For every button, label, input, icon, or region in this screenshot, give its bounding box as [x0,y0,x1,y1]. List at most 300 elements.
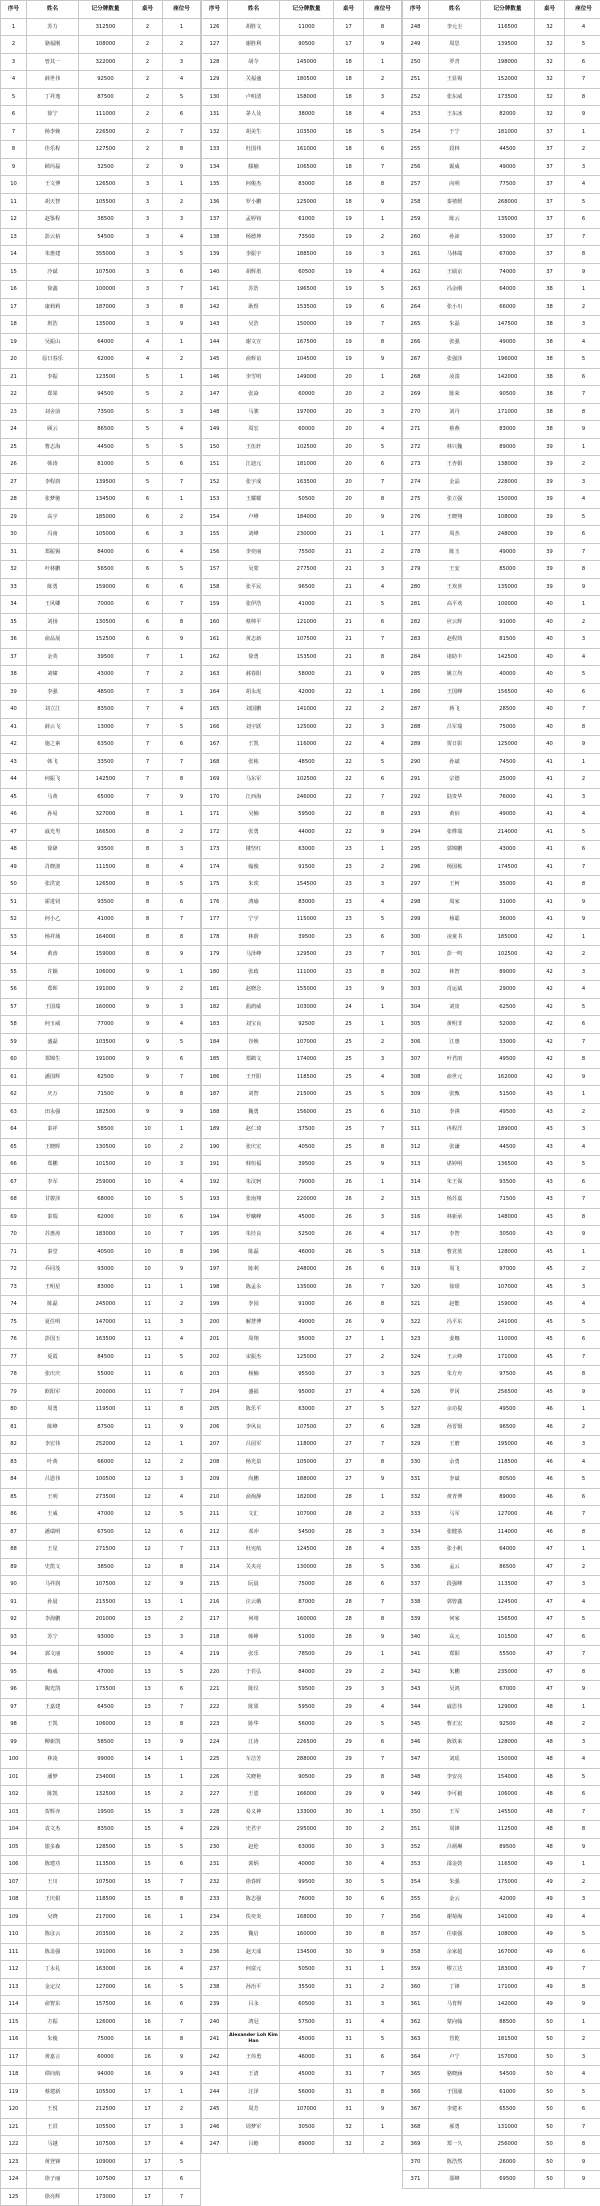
cell-chip-count: 197000 [280,403,334,421]
cell-chip-count: 133000 [280,1803,334,1821]
cell-chip-count: 118500 [280,1068,334,1086]
cell-seat-number: 1 [163,806,201,824]
cell-name: 郑阳 [429,1646,481,1664]
cell-seat-number: 9 [565,736,600,754]
cell-seat-number: 2 [565,1716,600,1734]
cell-table-number: 39 [535,561,565,579]
cell-index: 259 [403,211,429,229]
cell-seat-number: 3 [163,841,201,859]
cell-name: 李强 [27,683,79,701]
cell-name: 江迪元 [228,456,280,474]
cell-table-number: 12 [133,1541,163,1559]
cell-index: 82 [1,1436,27,1454]
cell-chip-count: 45000 [280,1208,334,1226]
table-row [202,1716,402,1734]
cell-seat-number: 2 [565,1103,600,1121]
cell-name: 卢宁 [429,2048,481,2066]
cell-index: 306 [403,1033,429,1051]
cell-name: 蒙向翰 [429,2013,481,2031]
cell-seat-number: 6 [565,53,600,71]
table-row [403,158,600,176]
table-row [1,1646,201,1664]
cell-table-number: 22 [334,771,364,789]
cell-table-number: 10 [133,1261,163,1279]
cell-name: 徐春晖 [228,1873,280,1891]
cell-chip-count: 246000 [280,788,334,806]
cell-name: 曹竞蓝 [429,1243,481,1261]
cell-table-number: 48 [535,1838,565,1856]
cell-name: 郑晖 [27,981,79,999]
cell-table-number: 43 [535,1191,565,1209]
cell-index: 156 [202,543,228,561]
cell-seat-number: 8 [163,613,201,631]
table-row [403,1418,600,1436]
cell-chip-count: 60500 [280,263,334,281]
table-row [1,631,201,649]
cell-index: 220 [202,1663,228,1681]
cell-seat-number: 9 [163,946,201,964]
cell-chip-count: 60000 [280,386,334,404]
cell-table-number: 15 [133,1873,163,1891]
table-row [1,1856,201,1874]
cell-index: 342 [403,1663,429,1681]
cell-name: 赵伦 [228,1838,280,1856]
table-row [403,683,600,701]
cell-name: 马越 [27,2136,79,2154]
cell-name: 张焱 [228,386,280,404]
cell-chip-count: 183000 [79,1226,133,1244]
cell-table-number: 29 [334,1663,364,1681]
cell-index: 5 [1,88,27,106]
cell-table-number: 16 [133,1978,163,1996]
table-row [202,2136,402,2154]
table-row [202,1261,402,1279]
cell-table-number: 50 [535,2171,565,2189]
cell-seat-number: 1 [565,123,600,141]
cell-table-number: 18 [334,123,364,141]
cell-table-number: 6 [133,596,163,614]
cell-table-number: 28 [334,1611,364,1629]
cell-table-number: 30 [334,1821,364,1839]
cell-index: 63 [1,1103,27,1121]
cell-table-number: 3 [133,193,163,211]
cell-seat-number: 7 [163,1383,201,1401]
cell-chip-count: 49500 [481,1051,535,1069]
cell-index: 144 [202,333,228,351]
table-row [403,946,600,964]
cell-index: 89 [1,1558,27,1576]
table-row [202,806,402,824]
cell-seat-number: 4 [565,648,600,666]
table-row [202,141,402,159]
table-row [202,1051,402,1069]
cell-index: 162 [202,648,228,666]
cell-name: 柳新凯 [27,1733,79,1751]
cell-seat-number: 3 [565,1891,600,1909]
table-row [403,1086,600,1104]
cell-table-number: 6 [133,491,163,509]
cell-name: 银多森 [27,1838,79,1856]
cell-chip-count: 271500 [79,1541,133,1559]
cell-chip-count: 46000 [280,1243,334,1261]
table-row [202,1418,402,1436]
cell-chip-count: 94500 [79,386,133,404]
cell-name: 吴浩 [228,316,280,334]
cell-table-number: 17 [133,2118,163,2136]
cell-index: 36 [1,631,27,649]
cell-table-number: 3 [133,176,163,194]
cell-table-number: 6 [133,613,163,631]
cell-index: 174 [202,858,228,876]
table-row [1,998,201,1016]
cell-chip-count: 138000 [481,456,535,474]
cell-chip-count: 163500 [280,473,334,491]
cell-chip-count: 162000 [481,1068,535,1086]
table-row [1,263,201,281]
cell-name: 吴振山 [27,333,79,351]
cell-table-number: 45 [535,1383,565,1401]
table-row [403,1943,600,1961]
cell-name: 陈盖强 [27,1943,79,1961]
cell-table-number: 3 [133,298,163,316]
cell-chip-count: 71500 [79,1086,133,1104]
cell-name: 邵金鼓 [429,1856,481,1874]
cell-chip-count: 107000 [481,1278,535,1296]
cell-seat-number: 5 [163,2153,201,2171]
cell-index: 281 [403,596,429,614]
cell-chip-count: 116500 [481,1856,535,1874]
cell-seat-number: 1 [163,2083,201,2101]
cell-seat-number: 2 [364,1978,402,1996]
cell-table-number: 11 [133,1418,163,1436]
cell-seat-number: 1 [565,2013,600,2031]
cell-name: 王川 [27,1873,79,1891]
table-row [202,1733,402,1751]
cell-chip-count: 75500 [280,543,334,561]
cell-chip-count: 64000 [481,1541,535,1559]
cell-chip-count: 28500 [481,701,535,719]
cell-seat-number: 7 [163,2013,201,2031]
cell-index: 46 [1,806,27,824]
cell-table-number: 13 [133,1611,163,1629]
table-row [202,1786,402,1804]
table-row [202,1033,402,1051]
table-row [403,736,600,754]
cell-name: 朱汶轲 [228,1173,280,1191]
cell-table-number: 15 [133,1803,163,1821]
cell-seat-number: 4 [565,176,600,194]
cell-index: 246 [202,2118,228,2136]
cell-index: 197 [202,1261,228,1279]
cell-seat-number: 6 [565,2101,600,2119]
cell-chip-count: 48500 [79,683,133,701]
cell-chip-count: 51000 [280,1628,334,1646]
cell-chip-count: 111500 [79,858,133,876]
cell-name: 俞品展 [27,631,79,649]
table-row [1,1208,201,1226]
cell-table-number: 6 [133,561,163,579]
cell-table-number: 13 [133,1716,163,1734]
cell-chip-count: 66000 [481,298,535,316]
cell-index: 44 [1,771,27,789]
cell-chip-count: 126500 [79,176,133,194]
cell-name: 何振飞 [27,771,79,789]
cell-index: 172 [202,823,228,841]
cell-seat-number: 5 [163,1506,201,1524]
cell-index: 299 [403,911,429,929]
cell-index: 262 [403,263,429,281]
table-row [403,1838,600,1856]
cell-seat-number: 7 [364,788,402,806]
cell-table-number: 2 [133,141,163,159]
table-row [202,228,402,246]
cell-seat-number: 6 [163,1208,201,1226]
cell-seat-number: 2 [163,981,201,999]
cell-table-number: 47 [535,1576,565,1594]
cell-chip-count: 295000 [280,1821,334,1839]
cell-index: 116 [1,2031,27,2049]
cell-seat-number: 6 [565,1628,600,1646]
cell-chip-count: 73500 [280,228,334,246]
cell-chip-count: 312500 [79,18,133,36]
cell-table-number: 19 [334,316,364,334]
cell-index: 17 [1,298,27,316]
cell-name: 甘骏泽 [27,1191,79,1209]
table-row [1,1086,201,1104]
cell-name: 张立强 [429,491,481,509]
cell-chip-count: 107000 [280,2101,334,2119]
cell-seat-number: 4 [565,2066,600,2084]
cell-name: 何靖 [228,1611,280,1629]
cell-table-number: 16 [133,2066,163,2084]
cell-seat-number: 3 [565,631,600,649]
cell-seat-number: 5 [364,1558,402,1576]
cell-name: 赵仁琦 [228,1121,280,1139]
cell-seat-number: 3 [364,246,402,264]
table-row [1,736,201,754]
cell-chip-count: 118500 [481,1453,535,1471]
cell-chip-count: 152500 [79,631,133,649]
cell-name: 骆福刚 [27,36,79,54]
cell-index: 177 [202,911,228,929]
cell-seat-number: 8 [364,1611,402,1629]
cell-table-number: 48 [535,1786,565,1804]
cell-name: 胡天智 [27,193,79,211]
table-row [202,596,402,614]
cell-index: 9 [1,158,27,176]
cell-index: 61 [1,1068,27,1086]
table-row [1,1908,201,1926]
cell-chip-count: 106000 [79,1716,133,1734]
table-row [1,1453,201,1471]
cell-index: 279 [403,561,429,579]
cell-table-number: 42 [535,963,565,981]
cell-name: 孙沛 [429,228,481,246]
cell-chip-count: 277500 [280,561,334,579]
cell-table-number: 20 [334,438,364,456]
table-row [403,508,600,526]
table-row [403,1681,600,1699]
cell-name: 杨李婉 [27,123,79,141]
cell-seat-number: 2 [163,508,201,526]
cell-chip-count: 142000 [481,368,535,386]
cell-table-number: 31 [334,2013,364,2031]
cell-index: 146 [202,368,228,386]
cell-seat-number: 8 [565,1208,600,1226]
cell-name: 戚光男 [27,823,79,841]
cell-name: 王显锡 [429,71,481,89]
cell-table-number: 7 [133,701,163,719]
seating-table-3 [402,0,600,2189]
table-row [403,911,600,929]
cell-chip-count: 181500 [481,2031,535,2049]
cell-chip-count: 107500 [79,1873,133,1891]
cell-table-number: 5 [133,473,163,491]
cell-name: 丁锋 [429,1978,481,1996]
cell-seat-number: 5 [565,36,600,54]
cell-name: 孟婷钧 [228,211,280,229]
table-row [403,211,600,229]
cell-chip-count: 63000 [280,1838,334,1856]
cell-seat-number: 3 [565,1436,600,1454]
cell-table-number: 16 [133,1996,163,2014]
cell-seat-number: 5 [565,193,600,211]
cell-seat-number: 5 [565,2083,600,2101]
cell-name: 黄佰 [429,806,481,824]
table-row [403,421,600,439]
table-row [1,1558,201,1576]
cell-chip-count: 90500 [280,1768,334,1786]
cell-chip-count: 188500 [280,246,334,264]
cell-table-number: 25 [334,1051,364,1069]
cell-name: 韩飞 [27,753,79,771]
cell-table-number: 21 [334,543,364,561]
cell-index: 11 [1,193,27,211]
cell-name: 史君宇 [228,1821,280,1839]
cell-index: 305 [403,1016,429,1034]
cell-table-number: 11 [133,1296,163,1314]
cell-name: 李海鹏 [27,1611,79,1629]
cell-seat-number: 2 [163,823,201,841]
cell-table-number: 8 [133,858,163,876]
cell-index: 189 [202,1121,228,1139]
cell-seat-number: 2 [163,1296,201,1314]
cell-name: 秦堂 [27,1243,79,1261]
cell-seat-number: 1 [364,998,402,1016]
cell-index: 320 [403,1278,429,1296]
cell-name: 俞世元 [429,1068,481,1086]
cell-seat-number: 7 [364,1593,402,1611]
table-row [403,981,600,999]
table-row [202,1943,402,1961]
cell-index: 226 [202,1768,228,1786]
cell-seat-number: 6 [364,613,402,631]
cell-seat-number: 6 [565,211,600,229]
cell-name: 朱俊 [27,2031,79,2049]
cell-name: 曹正宏 [429,1716,481,1734]
cell-index: 254 [403,123,429,141]
cell-table-number: 19 [334,211,364,229]
table-row [403,1226,600,1244]
table-row [403,1436,600,1454]
cell-chip-count: 79000 [280,1173,334,1191]
cell-chip-count: 166500 [79,823,133,841]
cell-chip-count: 83000 [481,421,535,439]
cell-table-number: 41 [535,911,565,929]
cell-seat-number: 4 [364,106,402,124]
cell-name: 马黄 [27,788,79,806]
cell-table-number: 23 [334,911,364,929]
cell-name: 谢菊淘 [429,1908,481,1926]
cell-index: 64 [1,1121,27,1139]
cell-chip-count: 130000 [280,1558,334,1576]
cell-chip-count: 89000 [280,2136,334,2154]
cell-index: 129 [202,71,228,89]
table-row [202,36,402,54]
cell-seat-number: 8 [364,648,402,666]
table-row [403,2101,600,2119]
cell-seat-number: 7 [565,858,600,876]
cell-index: 194 [202,1208,228,1226]
cell-seat-number: 1 [163,1908,201,1926]
table-row [403,1523,600,1541]
cell-name: 张庆庆 [27,1366,79,1384]
cell-index: 213 [202,1541,228,1559]
cell-name: 刘国鹏 [228,701,280,719]
table-row [403,893,600,911]
cell-index: 137 [202,211,228,229]
cell-table-number: 32 [535,53,565,71]
cell-index: 182 [202,998,228,1016]
cell-index: 196 [202,1243,228,1261]
cell-name: 薛世伟 [27,71,79,89]
cell-index: 53 [1,928,27,946]
cell-seat-number: 3 [364,561,402,579]
cell-name: 冷斌 [27,263,79,281]
cell-seat-number: 8 [565,1366,600,1384]
cell-name: 高平欢 [429,596,481,614]
cell-name: 陈建功 [27,1856,79,1874]
cell-table-number: 27 [334,1471,364,1489]
table-row [403,1646,600,1664]
cell-index: 269 [403,386,429,404]
cell-table-number: 9 [133,1016,163,1034]
table-row [202,998,402,1016]
cell-seat-number: 8 [565,718,600,736]
cell-index: 3 [1,53,27,71]
cell-chip-count: 322000 [79,53,133,71]
cell-table-number: 16 [133,2013,163,2031]
cell-seat-number: 7 [364,158,402,176]
cell-index: 257 [403,176,429,194]
table-row [403,1558,600,1576]
cell-index: 296 [403,858,429,876]
cell-index: 42 [1,736,27,754]
cell-seat-number: 2 [163,666,201,684]
cell-name: 应云辉 [429,613,481,631]
cell-table-number: 37 [535,141,565,159]
cell-table-number: 16 [133,1943,163,1961]
cell-chip-count: 39500 [280,928,334,946]
cell-index: 268 [403,368,429,386]
cell-seat-number: 7 [565,71,600,89]
cell-name: 胡令 [228,53,280,71]
cell-index: 145 [202,351,228,369]
table-row [1,316,201,334]
cell-name: 吕永 [228,1996,280,2014]
cell-chip-count: 195000 [481,1436,535,1454]
cell-index: 217 [202,1611,228,1629]
